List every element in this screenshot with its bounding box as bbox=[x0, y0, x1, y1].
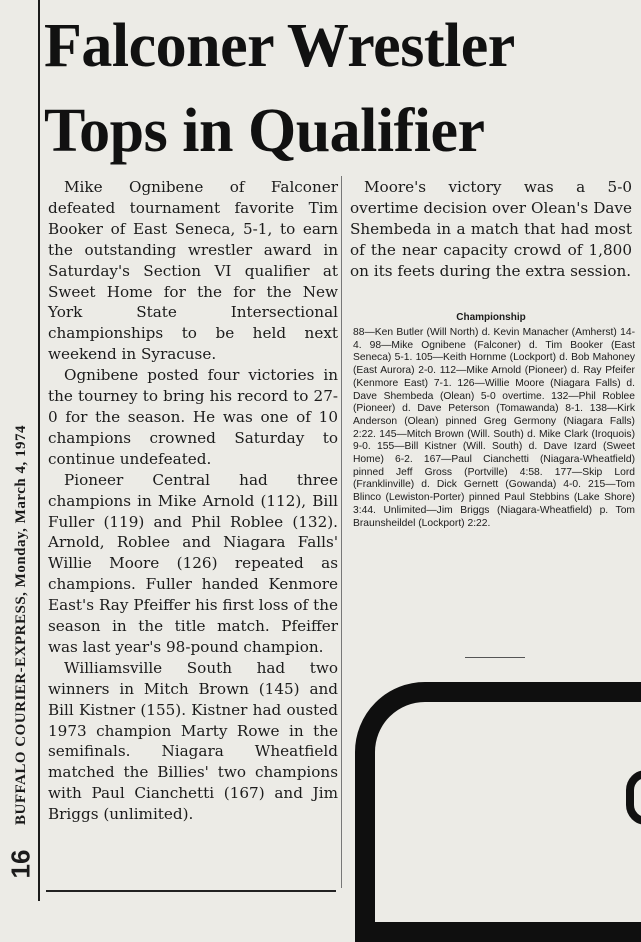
article-paragraph: Moore's victory was a 5-0 overtime decision over Olean's Dave Shembeda in a match that had most of the near capacity crowd of 1,800 on its feets during the extra session. bbox=[350, 178, 632, 280]
results-heading: Championship bbox=[456, 312, 526, 323]
column-divider bbox=[341, 176, 342, 888]
headline-line-1: Falconer Wrestler bbox=[44, 12, 515, 80]
results-list: 88—Ken Butler (Will North) d. Kevin Manacher (Amherst) 14-4. 98—Mike Ognibene (Falconer) d. Tim Booker (East Seneca) 5-1. 105—Keith Hornme (Lockport) d. Bob Mahoney (East Aurora) 2-0. 112—Mike Arnold (Pioneer) d. Ray Pfeifer (Kenmore East) 7-1. 126—Willie Moore (Niagara Falls) d. Dave Shembeda (Olean) 5-0 overtime. 132—Phil Roblee (Pioneer) d. Dave Peterson (Tomawanda) 8-1. 138—Kirk Anderson (Olean) pinned Greg Germony (Niagara Falls) 2:22. 145—Mitch Brown (Will. South) d. Mike Clark (Iroquois) 9-0. 155—Bill Kistner (Will. South) d. Dave Izard (Sweet Home) 6-2. 167—Paul Cianchetti (Niagara-Wheatfield) pinned Jeff Gross (Portville) 4:58. 177—Skip Lord (Franklinville) d. Dick Gernett (Gowanda) 4-0. 215—Tom Blinco (Lewiston-Porter) pinned Paul Stebbins (Lake Shore) 3:44. Unlimited—Jim Briggs (Niagara-Wheatfield) p. Tom Braunsheildel (Lockport) 2:22. bbox=[353, 327, 635, 529]
article-headline bbox=[44, 4, 634, 174]
article-column-1 bbox=[48, 177, 338, 825]
advertisement-frame bbox=[355, 682, 641, 942]
article-column-2 bbox=[350, 177, 632, 282]
article-paragraph: Williamsville South had two winners in Mitch Brown (145) and Bill Kistner (155). Kistner had ousted 1973 champion Marty Rowe in the semifinals. Niagara Wheatfield matched the Billies' two champions with Paul Cianchetti (167) and Jim Briggs (unlimited). bbox=[48, 658, 338, 824]
page-number-text: 16 bbox=[5, 849, 36, 879]
margin-divider bbox=[38, 0, 40, 901]
article-paragraph: Ognibene posted four victories in the tourney to bring his record to 27-0 for the season. He was one of 10 champions crowned Saturday to continue undefeated. bbox=[48, 366, 338, 468]
results-end-rule bbox=[465, 657, 525, 658]
publication-sidebar bbox=[4, 315, 34, 885]
article-paragraph: Mike Ognibene of Falconer defeated tournament favorite Tim Booker of East Seneca, 5-1, to earn the outstanding wrestler award in Saturday's Section VI qualifier at Sweet Home for the for the New York State Intersectional championships to be held next weekend in Syracuse. bbox=[48, 178, 338, 364]
page-number bbox=[6, 838, 36, 888]
headline-line-2: Tops in Qualifier bbox=[44, 97, 485, 165]
publication-info: BUFFALO COURIER-EXPRESS, Monday, March 4, 1974 bbox=[13, 425, 29, 825]
bottom-rule bbox=[46, 890, 336, 892]
article-paragraph: Pioneer Central had three champions in Mike Arnold (112), Bill Fuller (119) and Phil Roblee (132). Arnold, Roblee and Niagara Falls' Willie Moore (126) repeated as champions. Fuller handed Kenmore East's Ray Pfeiffer his first loss of the season in the title match. Pfeiffer was last year's 98-pound champion. bbox=[48, 470, 338, 656]
